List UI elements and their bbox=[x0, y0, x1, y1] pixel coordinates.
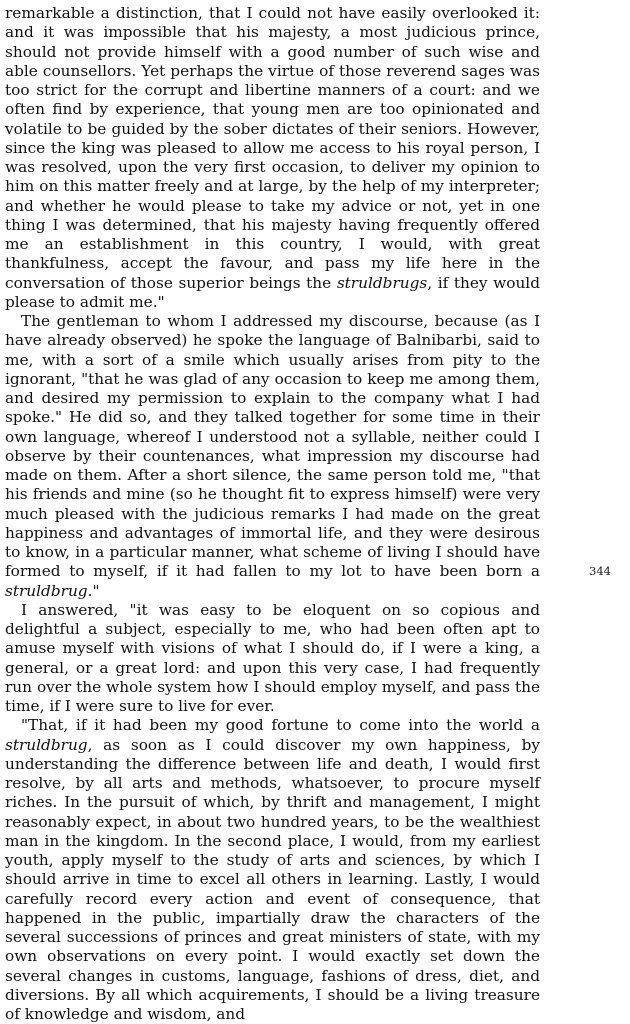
p4-text-a: "That, if it had been my good fortune to come into the world a bbox=[21, 716, 540, 735]
p4-text-b: , as soon as I could discover my own happiness, by understanding the difference between life and death, I would first resolve, by all arts and methods, whatsoever, to procure myself riches. In the pursuit of which, by thrift and management, I might reasonably expect, in about two hundred years, to be the wealthiest man in the kingdom. In the second place, I would, from my earliest youth, apply myself to the study of arts and sciences, by which I should arrive in time to excel all others in learning. Lastly, I would carefully record every action and event of consequence, that happened in the public, impartially draw the characters of the several successions of princes and great ministers of state, with my own observations on every point. I would exactly set down the several changes in customs, language, fashions of dress, diet, and diversions. By all which acquirements, I should be a living treasure of knowledge and wisdom, and bbox=[5, 735, 540, 1023]
paragraph-3 bbox=[5, 601, 540, 717]
paragraph-1 bbox=[5, 4, 540, 312]
p1-italic-struldbrugs: struldbrugs bbox=[336, 273, 428, 292]
p2-text-a: The gentleman to whom I addressed my discourse, because (as I have already observed) he spoke the language of Balnibarbi, said to me, with a sort of a smile which usually arises from pity to the ignorant, "that he was glad of any occasion to keep me among them, and desired my permission to explain to the company what I had spoke." He did so, and they talked together for some time in their own language, whereof I understood not a syllable, neither could I observe by their countenances, what impression my discourse had made on them. After a short silence, the same person told me, "that his friends and mine (so he thought fit to express himself) were very much pleased with the judicious remarks I had made on the great happiness and advantages of immortal life, and they were desirous to know, in a particular manner, what scheme of living I should have formed to myself, if it had fallen to my lot to have been born a bbox=[5, 312, 540, 581]
p1-text-b: , if they would please to admit me." bbox=[5, 273, 540, 311]
p2-text-b: ." bbox=[87, 581, 100, 600]
paragraph-2 bbox=[5, 312, 540, 601]
p2-italic-struldbrug: struldbrug bbox=[5, 581, 88, 600]
p3-text: I answered, "it was easy to be eloquent on so copious and delightful a subject, especially to me, who had been often apt to amuse myself with visions of what I should do, if I were a king, a general, or a great lord: and upon this very case, I had frequently run over the whole system how I should employ myself, and pass the time, if I were sure to live for ever. bbox=[5, 600, 540, 715]
page-number: 344 bbox=[589, 564, 611, 578]
p4-italic-struldbrug: struldbrug bbox=[5, 735, 88, 754]
page-body bbox=[5, 4, 540, 1024]
paragraph-4 bbox=[5, 716, 540, 1024]
p1-text-a: remarkable a distinction, that I could not have easily overlooked it: and it was impossible that his majesty, a most judicious prince, should not provide himself with a good number of such wise and able counsellors. Yet perhaps the virtue of those reverend sages was too strict for the corrupt and libertine manners of a court: and we often find by experience, that young men are too opinionated and volatile to be guided by the sober dictates of their seniors. However, since the king was pleased to allow me access to his royal person, I was resolved, upon the very first occasion, to deliver my opinion to him on this matter freely and at large, by the help of my interpreter; and whether he would please to take my advice or not, yet in one thing I was determined, that his majesty having frequently offered me an establishment in this country, I would, with great thankfulness, accept the favour, and pass my life here in the conversation of those superior beings the bbox=[5, 4, 540, 292]
